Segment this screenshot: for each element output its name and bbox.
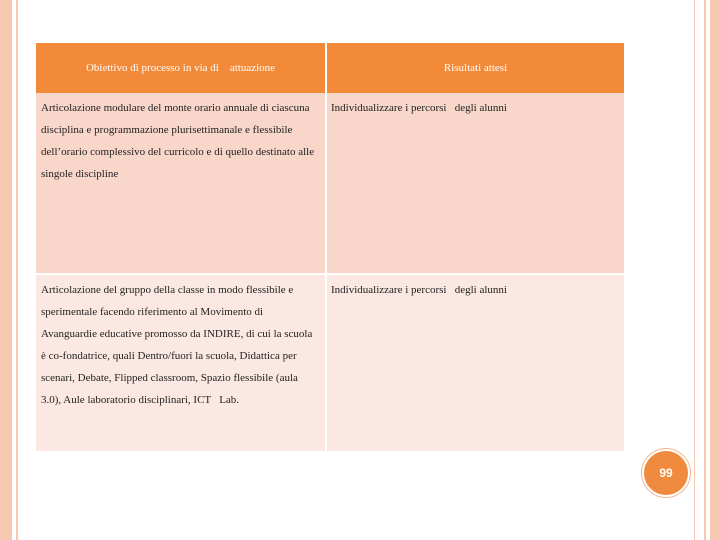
page-number-badge: 99 xyxy=(642,449,690,497)
result-cell: Individualizzare i percorsi degli alunni xyxy=(326,274,624,451)
objective-cell: Articolazione modulare del monte orario annuale di ciascuna disciplina e programmazione plurisettimanale e flessibile dell’orario complessivo del curricolo e di quello destinato alle singole discipline xyxy=(36,93,326,274)
result-cell: Individualizzare i percorsi degli alunni xyxy=(326,93,624,274)
table-row xyxy=(36,274,624,451)
header-objective: Obiettivo di processo in via di attuazione xyxy=(36,43,326,93)
header-expected-results: Risultati attesi xyxy=(326,43,624,93)
decorative-frame-right xyxy=(710,0,720,540)
table-row xyxy=(36,93,624,274)
decorative-frame-left-inner xyxy=(16,0,18,540)
objective-cell: Articolazione del gruppo della classe in modo flessibile e sperimentale facendo riferimento al Movimento di Avanguardie educative promosso da INDIRE, di cui la scuola è co-fondatrice, quali Dentro/fuori la scuola, Didattica per scenari, Debate, Flipped classroom, Spazio flessibile (aula 3.0), Aule laboratorio disciplinari, ICT Lab. xyxy=(36,274,326,451)
decorative-frame-left xyxy=(0,0,12,540)
decorative-frame-right-line xyxy=(704,0,706,540)
decorative-frame-right-thin xyxy=(694,0,695,540)
table-header-row xyxy=(36,43,624,93)
objectives-table xyxy=(36,43,624,451)
